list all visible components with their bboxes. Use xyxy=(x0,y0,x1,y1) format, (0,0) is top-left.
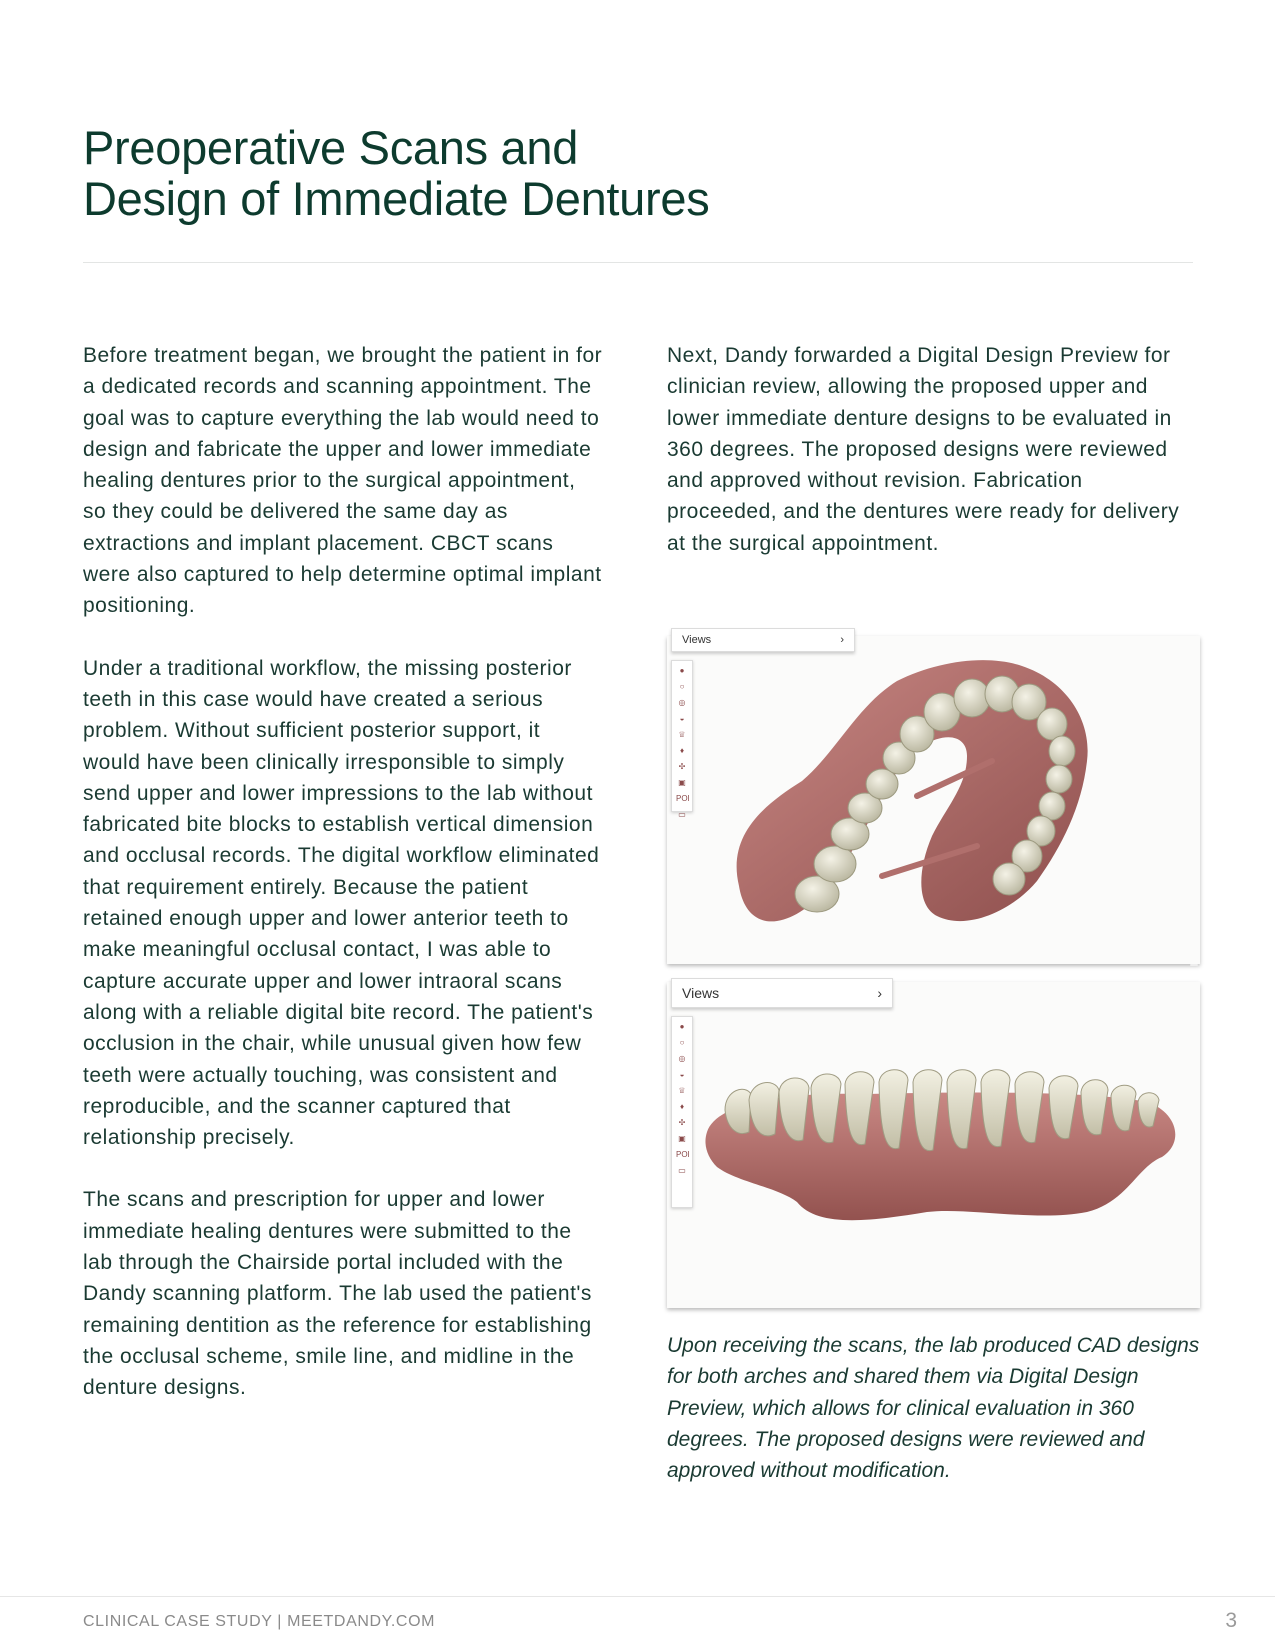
tooth-outline-icon[interactable]: ○ xyxy=(679,682,685,691)
axes-icon[interactable]: ✣ xyxy=(678,1118,686,1127)
views-label: Views xyxy=(682,985,720,1001)
shield-icon[interactable]: ● xyxy=(679,1022,685,1031)
right-column xyxy=(667,340,1187,590)
left-paragraph-3: The scans and prescription for upper and lower immediate healing dentures were submitted to the lab through the Chairside portal included with the Dandy scanning platform. The lab used the patient's remaining dentition as the reference for establishing the occlusal scheme, smile line, and midline in the denture designs. xyxy=(83,1188,592,1400)
chevron-right-icon: › xyxy=(877,985,882,1001)
crown-icon[interactable]: ♕ xyxy=(678,730,686,739)
page-number: 3 xyxy=(1225,1609,1237,1632)
poi-icon[interactable]: POI xyxy=(676,794,690,803)
gum-icon[interactable]: ◒ xyxy=(679,1070,685,1079)
arch-icon[interactable]: ◎ xyxy=(678,698,686,707)
implant-icon[interactable]: ♦ xyxy=(679,1102,685,1111)
arch-icon[interactable]: ◎ xyxy=(678,1054,686,1063)
page-title xyxy=(83,122,709,224)
views-label: Views xyxy=(682,634,712,646)
focus-icon[interactable]: ▣ xyxy=(678,778,686,787)
left-paragraph-1: Before treatment began, we brought the patient in for a dedicated records and scanning appointment. The goal was to capture everything the lab would need to design and fabricate the upper and lower immediate healing dentures prior to the surgical appointment, so they could be delivered the same day as extractions and implant placement. CBCT scans were also captured to help determine optimal implant positioning. xyxy=(83,344,603,618)
page-title-line2: Design of Immediate Dentures xyxy=(83,172,710,225)
shield-icon[interactable]: ● xyxy=(679,666,685,675)
views-panel-toggle[interactable] xyxy=(671,628,855,652)
lower-denture-model-image xyxy=(667,982,1200,1308)
tooth-outline-icon[interactable]: ○ xyxy=(679,1038,685,1047)
figure-caption: Upon receiving the scans, the lab produced CAD designs for both arches and shared them via Digital Design Preview, which allows for clinical evaluation in 360 degrees. The proposed designs were reviewed and approved without modification. xyxy=(667,1334,1200,1483)
upper-denture-model-image xyxy=(667,636,1200,964)
focus-icon[interactable]: ▣ xyxy=(678,1134,686,1143)
page-title-line1: Preoperative Scans and xyxy=(83,121,579,174)
left-paragraph-2: Under a traditional workflow, the missing posterior teeth in this case would have created a serious problem. Without sufficient posterior support, it would have been clinically irresponsible to simply send upper and lower impressions to the lab without fabricated bite blocks to establish vertical dimension and occlusal records. The digital workflow eliminated that requirement entirely. Because the patient retained enough upper and lower anterior teeth to make meaningful occlusal contact, I was able to capture accurate upper and lower intraoral scans along with a reliable digital bite record. The patient's occlusion in the chair, while unusual given how few teeth were actually touching, was consistent and reproducible, and the scanner captured that relationship precisely. xyxy=(83,656,600,1150)
implant-icon[interactable]: ♦ xyxy=(679,746,685,755)
viewer-toolbar xyxy=(671,660,693,819)
title-divider xyxy=(83,262,1193,263)
right-paragraph-1: Next, Dandy forwarded a Digital Design Preview for clinician review, allowing the proposed upper and lower immediate denture designs to be evaluated in 360 degrees. The proposed designs were reviewed and approved without revision. Fabrication proceeded, and the dentures were ready for delivery at the surgical appointment. xyxy=(667,344,1180,555)
poi-icon[interactable]: POI xyxy=(676,1150,690,1159)
footer-divider xyxy=(0,1596,1275,1597)
left-column xyxy=(83,340,603,1435)
design-preview-upper-screenshot xyxy=(667,636,1200,964)
crown-icon[interactable]: ♕ xyxy=(678,1086,686,1095)
ruler-icon[interactable]: ▭ xyxy=(678,1166,686,1175)
ruler-icon[interactable]: ▭ xyxy=(678,810,686,819)
viewer-toolbar xyxy=(671,1016,693,1208)
axes-icon[interactable]: ✣ xyxy=(678,762,686,771)
footer-label: CLINICAL CASE STUDY | MEETDANDY.COM xyxy=(83,1613,436,1630)
system-tag xyxy=(1190,964,1198,966)
views-panel-toggle[interactable] xyxy=(671,978,893,1008)
chevron-right-icon: › xyxy=(840,634,844,646)
gum-icon[interactable]: ◒ xyxy=(679,714,685,723)
design-preview-lower-screenshot xyxy=(667,982,1200,1308)
